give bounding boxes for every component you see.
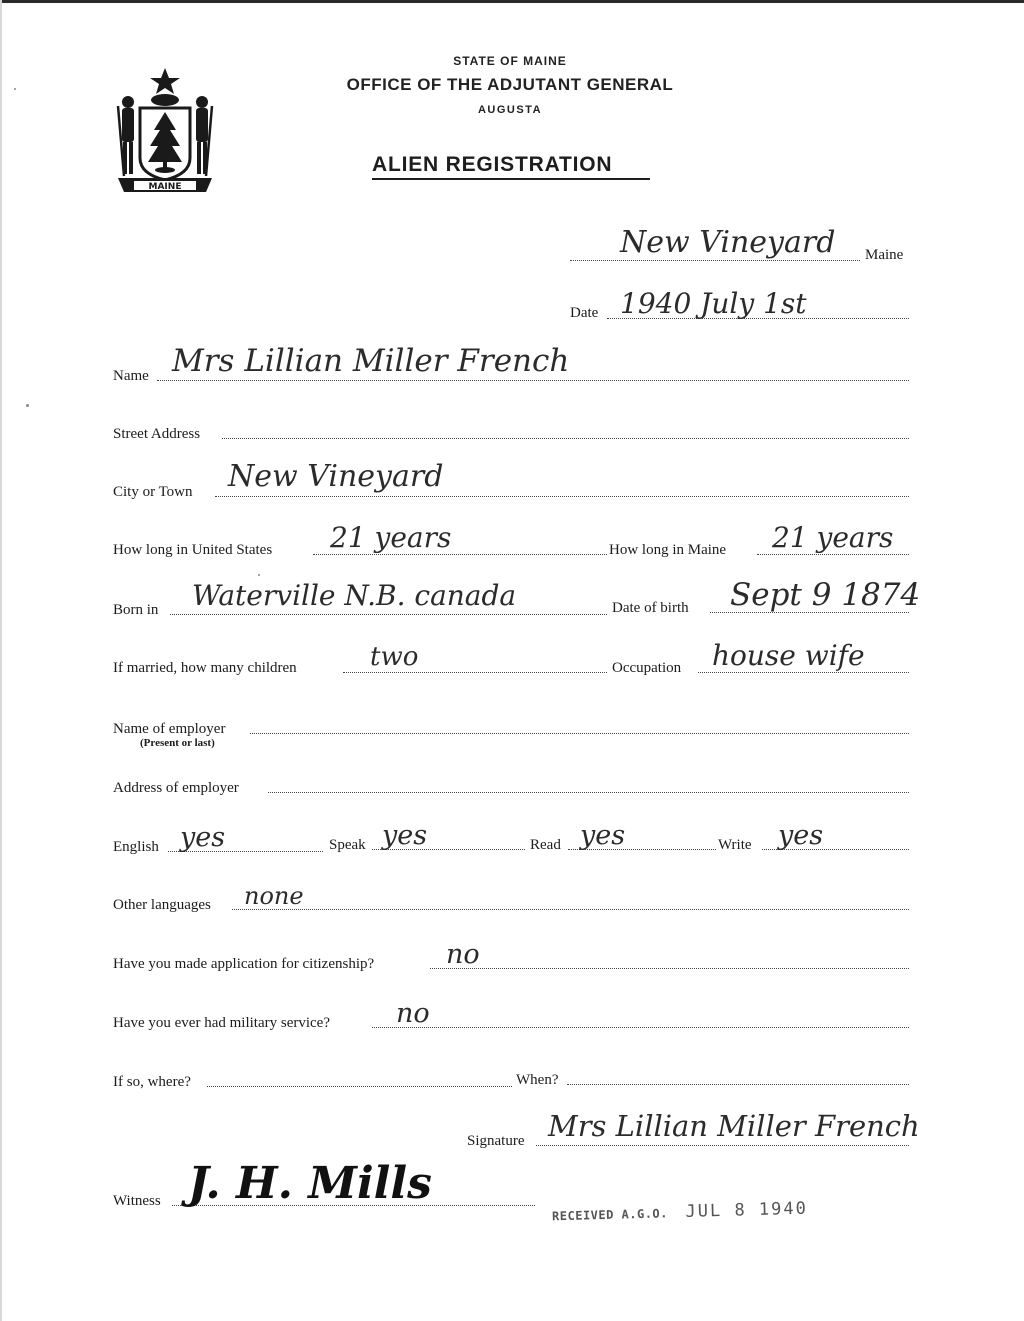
- seal-motto: MAINE: [148, 182, 182, 192]
- other-languages-value[interactable]: none: [244, 882, 304, 910]
- date-label: Date: [570, 305, 599, 321]
- children-value[interactable]: two: [370, 642, 419, 672]
- scan-border-top: [0, 0, 1024, 3]
- military-label: Have you ever had military service?: [113, 1015, 330, 1031]
- years-us-value[interactable]: 21 years: [330, 521, 452, 554]
- years-us-line: [313, 554, 607, 555]
- speak-value[interactable]: yes: [382, 820, 428, 851]
- date-of-birth-value[interactable]: Sept 9 1874: [730, 577, 921, 613]
- date-of-birth-label: Date of birth: [612, 600, 689, 616]
- employer-name-line: [250, 733, 909, 734]
- years-us-label: How long in United States: [113, 542, 273, 558]
- employer-name-sublabel: (Present or last): [140, 737, 215, 749]
- place-value[interactable]: New Vineyard: [620, 225, 836, 260]
- born-in-label: Born in: [113, 602, 159, 618]
- signature-label: Signature: [467, 1133, 525, 1149]
- years-maine-line: [757, 554, 909, 555]
- place-label: Maine: [865, 247, 904, 263]
- where-label: If so, where?: [113, 1074, 191, 1090]
- occupation-label: Occupation: [612, 660, 682, 676]
- street-address-label: Street Address: [113, 426, 201, 442]
- speak-label: Speak: [329, 837, 366, 853]
- witness-label: Witness: [113, 1193, 161, 1209]
- employer-name-label: Name of employer: [113, 721, 226, 737]
- title-underline: [372, 178, 650, 180]
- stamp-received: RECEIVED A.G.O.: [551, 1206, 669, 1224]
- military-line: [372, 1027, 909, 1028]
- city-value[interactable]: New Vineyard: [228, 459, 444, 494]
- children-line: [343, 672, 607, 673]
- occupation-value[interactable]: house wife: [712, 639, 865, 672]
- date-value[interactable]: 1940 July 1st: [620, 287, 807, 320]
- employer-address-line: [268, 792, 909, 793]
- occupation-line: [698, 672, 909, 673]
- stamp-date: JUL 8 1940: [685, 1198, 809, 1222]
- witness-value[interactable]: J. H. Mills: [188, 1158, 432, 1209]
- name-label: Name: [113, 368, 149, 384]
- street-address-line: [222, 438, 909, 439]
- born-in-value[interactable]: Waterville N.B. canada: [192, 579, 517, 612]
- children-label: If married, how many children: [113, 660, 297, 676]
- name-value[interactable]: Mrs Lillian Miller French: [172, 343, 570, 379]
- write-label: Write: [718, 837, 752, 853]
- born-in-line: [170, 614, 607, 615]
- when-label: When?: [516, 1072, 559, 1088]
- military-value[interactable]: no: [396, 998, 430, 1029]
- years-maine-label: How long in Maine: [609, 542, 727, 558]
- citizenship-label: Have you made application for citizenship?: [113, 956, 375, 972]
- write-value[interactable]: yes: [778, 820, 824, 851]
- received-stamp: [552, 1199, 808, 1226]
- signature-line: [536, 1145, 909, 1146]
- employer-address-label: Address of employer: [113, 780, 239, 796]
- city-line: [215, 496, 909, 497]
- scan-border-left: [0, 0, 2, 1321]
- read-value[interactable]: yes: [580, 820, 626, 851]
- other-languages-label: Other languages: [113, 897, 211, 913]
- city-label: City or Town: [113, 484, 193, 500]
- state-seal-icon: [110, 66, 220, 196]
- english-label: English: [113, 839, 159, 855]
- scan-speck: [26, 404, 29, 407]
- citizenship-line: [430, 968, 909, 969]
- citizenship-value[interactable]: no: [446, 939, 480, 970]
- scan-speck: [14, 88, 16, 90]
- header-city: AUGUSTA: [477, 104, 543, 116]
- where-line: [207, 1086, 512, 1087]
- years-maine-value[interactable]: 21 years: [772, 521, 894, 554]
- when-line: [567, 1084, 909, 1085]
- place-line: [570, 260, 860, 261]
- english-value[interactable]: yes: [180, 822, 226, 853]
- read-label: Read: [530, 837, 561, 853]
- scan-speck: [258, 574, 260, 576]
- header-office: OFFICE OF THE ADJUTANT GENERAL: [346, 75, 674, 94]
- name-line: [157, 380, 909, 381]
- form-title: ALIEN REGISTRATION: [372, 153, 613, 176]
- signature-value[interactable]: Mrs Lillian Miller French: [548, 1109, 920, 1143]
- other-languages-line: [232, 909, 909, 910]
- header-state: STATE OF MAINE: [453, 54, 567, 68]
